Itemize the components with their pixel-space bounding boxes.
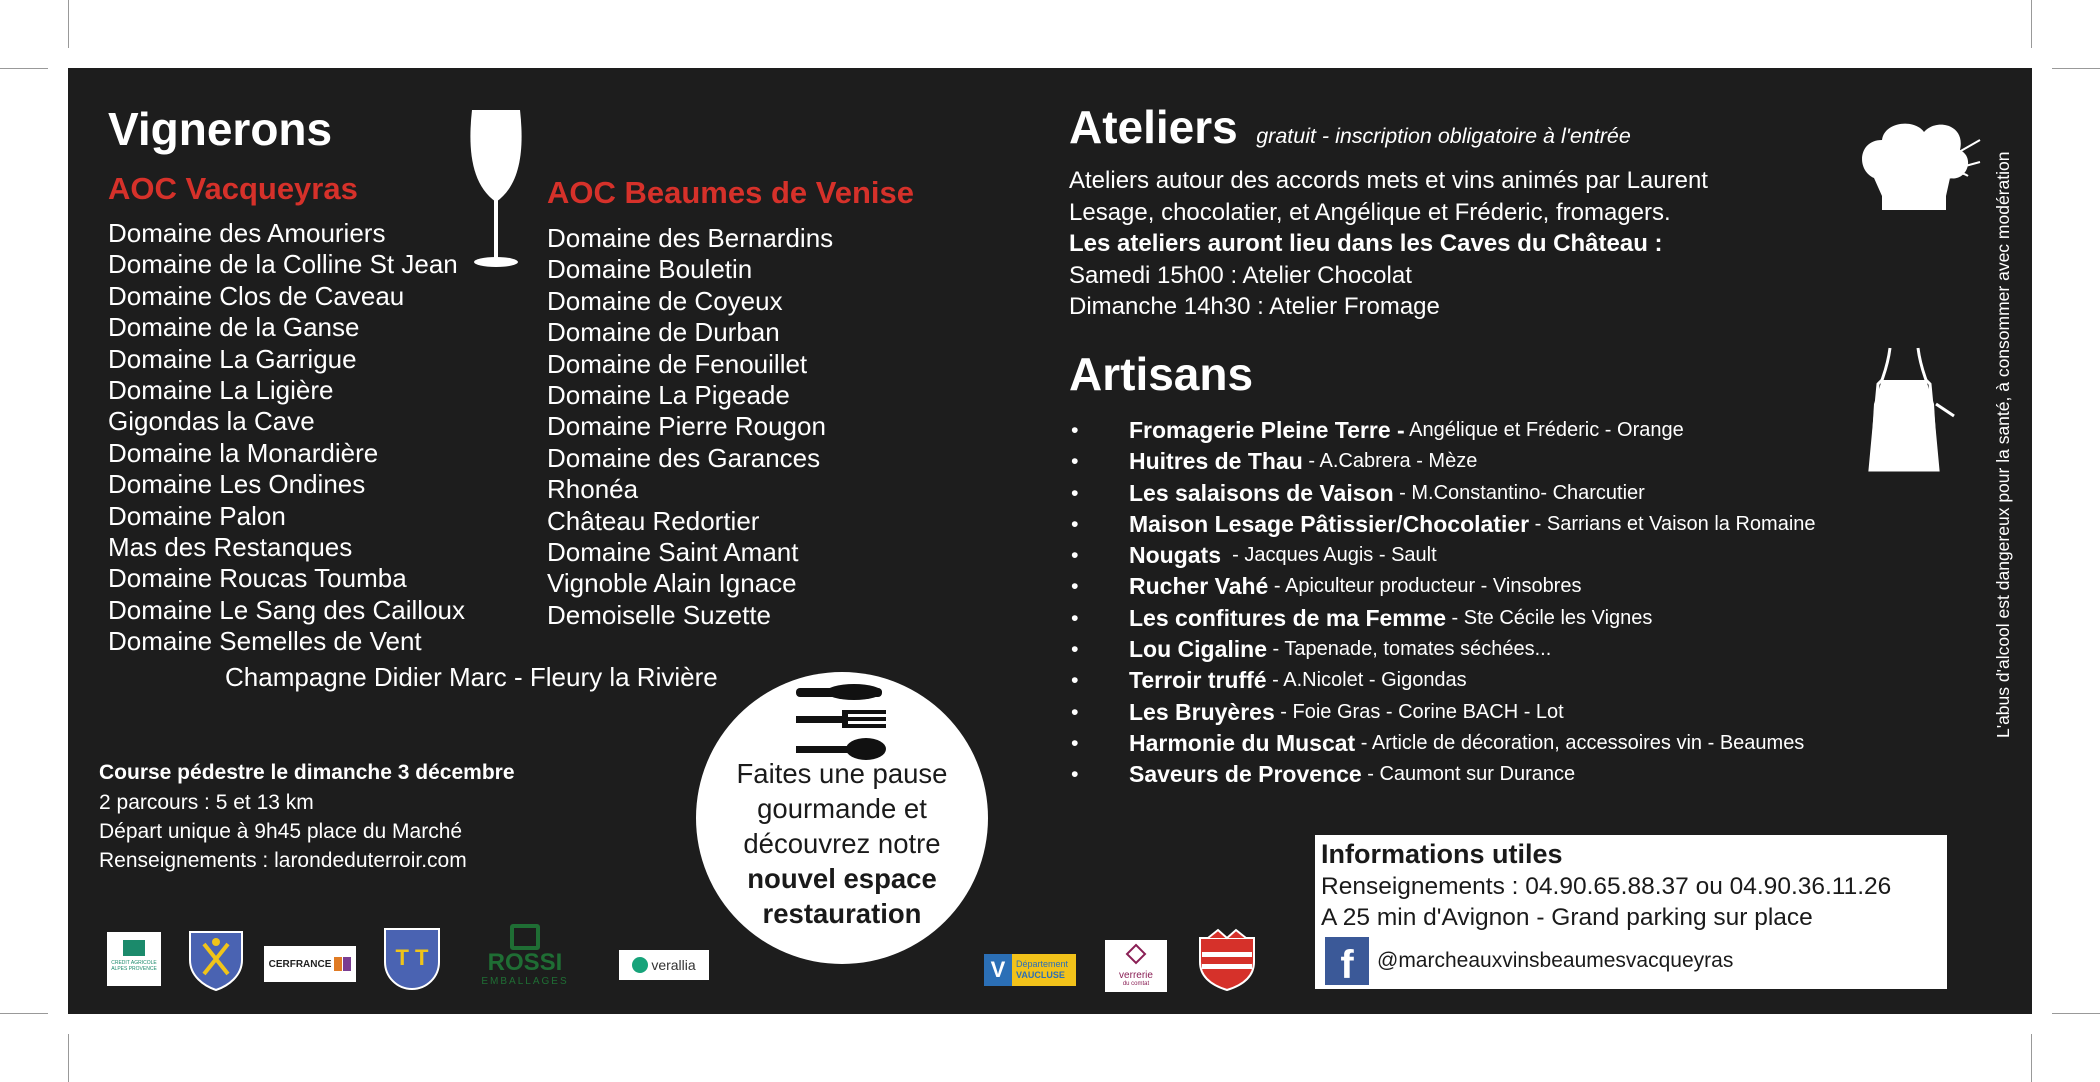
informations-title: Informations utiles — [1321, 839, 1563, 869]
verrerie-du-comtat-logo: verrerie du comtat — [1105, 940, 1167, 992]
logo-text: CREDIT AGRICOLE — [111, 960, 157, 966]
bullet: • — [1071, 605, 1079, 630]
artisan-detail: - Jacques Augis - Sault — [1221, 544, 1437, 567]
bullet: • — [1071, 762, 1079, 787]
course-lines — [99, 788, 515, 875]
crop-mark — [68, 0, 69, 48]
restauration-line: gourmande et — [757, 793, 927, 824]
crop-mark — [0, 1013, 48, 1014]
domain-item: Demoiselle Suzette — [547, 599, 771, 630]
bullet: • — [1071, 668, 1079, 693]
domain-item: Domaine La Garrigue — [108, 343, 357, 374]
artisan-detail: - Tapenade, tomates séchées... — [1267, 638, 1552, 661]
aoc-beaumes-title: AOC Beaumes de Venise — [547, 175, 914, 210]
restauration-line: Faites une pause — [736, 758, 948, 789]
artisan-item — [1069, 509, 1816, 540]
artisan-item — [1069, 446, 1816, 477]
artisan-detail: - Sarrians et Vaison la Romaine — [1529, 512, 1816, 535]
artisans-title: Artisans — [1069, 348, 1254, 400]
artisan-detail: Angélique et Fréderic - Orange — [1404, 419, 1684, 441]
red-crest-logo — [1198, 928, 1256, 992]
tt-crest-logo: T T — [384, 928, 440, 990]
domain-item: Domaine des Garances — [547, 442, 821, 473]
artisan-name: Terroir truffé — [1129, 667, 1267, 694]
artisan-name: Nougats — [1129, 542, 1221, 569]
facebook-row — [1325, 937, 1733, 985]
domain-item: Domaine Semelles de Vent — [108, 626, 422, 657]
wine-glass-icon — [464, 106, 528, 276]
crop-mark — [0, 68, 48, 69]
domain-item: Domaine de la Ganse — [108, 312, 360, 343]
artisans-list — [1069, 415, 1816, 791]
domain-item: Mas des Restanques — [108, 532, 353, 563]
domain-item: Gigondas la Cave — [108, 406, 315, 437]
artisan-detail: - Article de décoration, accessoires vin - Beaumes — [1355, 731, 1805, 754]
verallia-logo: verallia — [619, 950, 709, 980]
schedule-item: Dimanche 14h30 : Atelier Fromage — [1069, 293, 1440, 320]
domain-item: Domaine Le Sang des Cailloux — [108, 594, 465, 625]
artisan-item — [1069, 728, 1816, 759]
rossi-emballages-logo: ROSSI EMBALLAGES — [472, 924, 578, 987]
champagne-line: Champagne Didier Marc - Fleury la Rivière — [225, 662, 718, 692]
ateliers-location: Les ateliers auront lieu dans les Caves du Château : — [1069, 230, 1663, 257]
domain-item: Château Redortier — [547, 505, 760, 536]
artisan-item — [1069, 540, 1816, 571]
domain-item: Domaine de Coyeux — [547, 285, 783, 316]
domain-item: Domaine Palon — [108, 500, 286, 531]
vacqueyras-domain-list — [108, 218, 465, 658]
ateliers-description — [1069, 165, 1708, 228]
artisan-item — [1069, 571, 1816, 602]
artisan-item — [1069, 759, 1816, 790]
course-line: Renseignements : larondeduterroir.com — [99, 849, 467, 872]
domain-item: Domaine Pierre Rougon — [547, 411, 826, 442]
domain-item: Domaine Bouletin — [547, 254, 753, 285]
crop-mark — [2052, 1013, 2100, 1014]
domain-item: Domaine Roucas Toumba — [108, 563, 407, 594]
artisan-name: Fromagerie Pleine Terre - — [1129, 417, 1405, 443]
restauration-line: découvrez notre — [743, 828, 941, 859]
course-title: Course pédestre le dimanche 3 décembre — [99, 761, 515, 784]
artisan-name: Rucher Vahé — [1129, 573, 1269, 600]
bullet: • — [1071, 637, 1079, 662]
apron-icon — [1858, 344, 1958, 474]
artisan-item — [1069, 665, 1816, 696]
schedule-item: Samedi 15h00 : Atelier Chocolat — [1069, 261, 1412, 289]
artisan-detail: - Caumont sur Durance — [1361, 763, 1576, 786]
artisan-item — [1069, 415, 1816, 446]
domain-item: Domaine Clos de Caveau — [108, 280, 405, 311]
artisan-item — [1069, 478, 1816, 509]
logo-text: ALPES PROVENCE — [111, 966, 157, 972]
artisan-name: Harmonie du Muscat — [1129, 729, 1356, 756]
info-line: Renseignements : 04.90.65.88.37 ou 04.90.36.11.26 — [1321, 873, 1892, 900]
restauration-circle — [696, 672, 988, 964]
alcohol-disclaimer: L'abus d'alcool est dangereux pour la santé, à consommer avec modération — [1993, 151, 2013, 738]
crop-mark — [68, 1034, 69, 1082]
artisan-name: Saveurs de Provence — [1129, 761, 1362, 788]
artisan-item — [1069, 697, 1816, 728]
informations-lines — [1321, 871, 1891, 933]
beaumes-domain-list — [547, 223, 833, 631]
artisan-detail: - Ste Cécile les Vignes — [1446, 606, 1653, 629]
ateliers-line: Lesage, chocolatier, et Angélique et Fréderic, fromagers. — [1069, 198, 1671, 226]
domain-item: Domaine Saint Amant — [547, 537, 799, 568]
bullet: • — [1071, 543, 1079, 568]
crop-mark — [2052, 68, 2100, 69]
bullet: • — [1071, 574, 1079, 599]
artisan-detail: - M.Constantino- Charcutier — [1393, 481, 1645, 504]
restauration-text — [696, 756, 988, 931]
info-line: A 25 min d'Avignon - Grand parking sur place — [1321, 904, 1813, 931]
domain-item: Domaine La Ligière — [108, 375, 334, 406]
artisan-detail: - Foie Gras - Corine BACH - Lot — [1274, 700, 1564, 723]
course-line: Départ unique à 9h45 place du Marché — [99, 820, 463, 843]
ateliers-line: Ateliers autour des accords mets et vins animés par Laurent — [1069, 167, 1708, 194]
restauration-bold-line: nouvel espace — [747, 863, 937, 894]
artisan-name: Huitres de Thau — [1129, 448, 1303, 475]
ateliers-schedule — [1069, 260, 1708, 323]
domain-item: Domaine La Pigeade — [547, 380, 790, 411]
ateliers-subtitle: gratuit - inscription obligatoire à l'entrée — [1256, 124, 1631, 148]
bullet: • — [1071, 511, 1079, 536]
domain-item: Vignoble Alain Ignace — [547, 568, 797, 599]
domain-item: Domaine des Amouriers — [108, 218, 386, 248]
artisan-item — [1069, 634, 1816, 665]
vignerons-title: Vignerons — [108, 103, 333, 155]
domain-item: Domaine des Bernardins — [547, 223, 834, 253]
flyer-panel — [68, 68, 2032, 1014]
bullet: • — [1071, 480, 1079, 505]
artisan-name: Maison Lesage Pâtissier/Chocolatier — [1129, 510, 1530, 537]
facebook-handle: @marcheauxvinsbeaumesvacqueyras — [1377, 949, 1734, 972]
aoc-vacqueyras-title: AOC Vacqueyras — [108, 171, 358, 206]
course-line: 2 parcours : 5 et 13 km — [99, 791, 314, 814]
bullet: • — [1071, 418, 1079, 442]
restauration-bold-line: restauration — [762, 898, 922, 929]
bullet: • — [1071, 730, 1079, 755]
vaucluse-logo: V Département VAUCLUSE — [984, 954, 1076, 986]
domain-item: Domaine de Durban — [547, 317, 780, 348]
ateliers-heading — [1069, 101, 1631, 153]
cerfrance-logo: CERFRANCE — [264, 946, 356, 982]
artisan-name: Lou Cigaline — [1129, 636, 1267, 663]
crop-mark — [2031, 1034, 2032, 1082]
artisan-name: Les salaisons de Vaison — [1129, 479, 1394, 506]
domain-item: Domaine de la Colline St Jean — [108, 249, 458, 280]
facebook-icon: f — [1325, 937, 1369, 985]
artisan-detail: - A.Nicolet - Gigondas — [1266, 669, 1467, 692]
artisan-detail: - Apiculteur producteur - Vinsobres — [1268, 575, 1582, 598]
crop-mark — [2031, 0, 2032, 48]
artisan-name: Les confitures de ma Femme — [1129, 604, 1446, 631]
artisan-item — [1069, 603, 1816, 634]
course-block — [99, 758, 515, 875]
bullet: • — [1071, 449, 1079, 474]
credit-agricole-logo — [107, 932, 161, 986]
artisan-name: Les Bruyères — [1129, 698, 1275, 725]
domain-item: Domaine de Fenouillet — [547, 348, 808, 379]
bullet: • — [1071, 699, 1079, 724]
domain-item: Rhonéa — [547, 474, 639, 505]
crest-keys-logo — [188, 930, 244, 992]
chef-hat-icon — [1854, 116, 1984, 226]
artisan-detail: - A.Cabrera - Mèze — [1302, 450, 1478, 473]
domain-item: Domaine Les Ondines — [108, 469, 366, 500]
informations-box — [1315, 835, 1947, 989]
ateliers-title: Ateliers — [1069, 101, 1238, 153]
ateliers-block — [1069, 165, 1708, 323]
domain-item: Domaine la Monardière — [108, 437, 379, 468]
